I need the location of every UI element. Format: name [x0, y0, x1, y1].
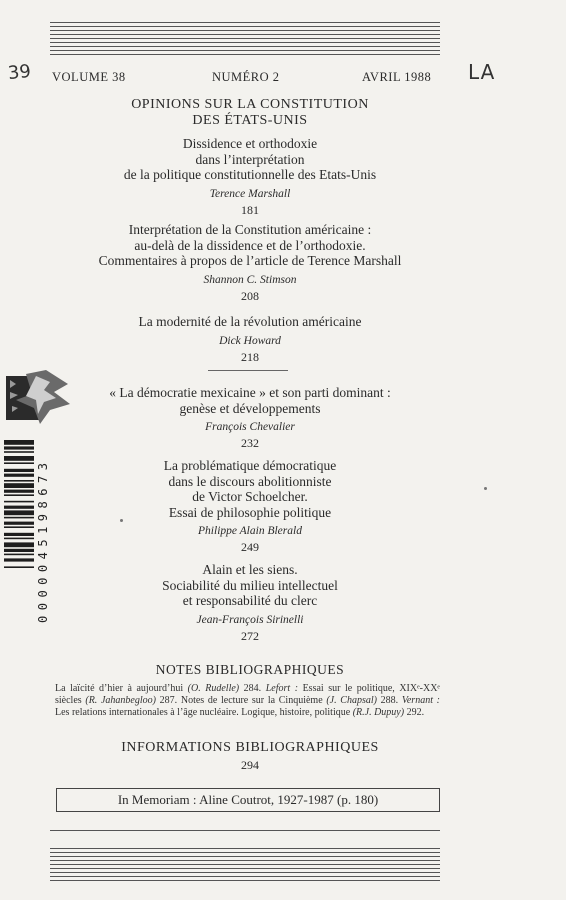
issue-number: NUMÉRO 2	[212, 70, 280, 84]
article-page: 181	[241, 202, 259, 217]
barcode-bar	[4, 522, 34, 525]
article-page: 218	[241, 349, 259, 364]
section-title-line: OPINIONS SUR LA CONSTITUTION	[131, 97, 369, 112]
article-page: 249	[241, 540, 259, 554]
barcode-bar	[4, 462, 34, 464]
article-title-line: Dissidence et orthodoxie	[182, 136, 318, 151]
barcode-bar	[4, 510, 34, 515]
barcode-bar	[4, 440, 34, 445]
barcode-bar	[4, 549, 34, 552]
notes-segment: 292.	[404, 707, 425, 718]
article-title-line: « La démocratie mexicaine » et son parti dominant :	[109, 385, 391, 400]
barcode-number: 0000045198673	[36, 457, 50, 623]
article-title-line: Alain et les siens.	[202, 562, 298, 577]
barcode-bar	[4, 446, 34, 449]
notes-segment: 284.	[239, 683, 266, 694]
speck	[484, 487, 487, 490]
article-title-line: et responsabilité du clerc	[182, 593, 318, 608]
notes-segment: (R. Jahanbegloo)	[85, 695, 156, 706]
barcode-bar	[4, 558, 34, 561]
article-author: François Chevalier	[205, 421, 295, 433]
in-memoriam-box: In Memoriam : Aline Coutrot, 1927-1987 (p. 180)	[56, 788, 440, 812]
article-author: Shannon C. Stimson	[203, 273, 297, 286]
handwritten-initials: LA	[468, 60, 496, 84]
notes-segment: Essai sur le politique, XIXᵉ-XXᵉ siècles	[55, 683, 440, 706]
article-author: Terence Marshall	[209, 187, 291, 200]
barcode-bar	[4, 538, 34, 540]
article-title-line: de Victor Schoelcher.	[192, 489, 308, 504]
top-rules	[50, 22, 440, 58]
section-title-line: DES ÉTATS-UNIS	[192, 113, 308, 128]
notes-segment: Vernant :	[401, 695, 440, 706]
barcode-bar	[4, 554, 34, 556]
article-entry	[40, 222, 460, 304]
section-title	[40, 97, 460, 129]
article-entry	[40, 385, 460, 451]
speck	[120, 519, 123, 522]
article-page: 232	[241, 436, 259, 450]
notes-segment: Les relations internationales à l’âge nucléaire. Logique, histoire, politique	[55, 707, 353, 718]
footer-rule	[50, 830, 440, 831]
barcode-bar	[4, 451, 34, 453]
barcode-bar	[4, 490, 34, 493]
section-divider	[208, 370, 288, 371]
article-title-line: Sociabilité du milieu intellectuel	[162, 577, 338, 593]
informations-page: 294	[241, 758, 259, 772]
volume-label: VOLUME 38	[52, 70, 126, 84]
barcode-bar	[4, 506, 34, 509]
article-author: Dick Howard	[219, 334, 281, 347]
barcode-icon	[4, 440, 34, 640]
notes-segment: (R.J. Dupuy)	[352, 707, 405, 718]
notes-segment: La laïcité d’hier à aujourd’hui	[55, 683, 188, 694]
barcode-bar	[4, 480, 34, 482]
article-title-line: de la politique constitutionnelle des Etats-Unis	[123, 167, 377, 182]
notes-title: NOTES BIBLIOGRAPHIQUES	[155, 662, 345, 677]
article-title-line: dans le discours abolitionniste	[168, 473, 332, 489]
article-title-line: Interprétation de la Constitution américaine :	[128, 222, 372, 237]
article-entry	[40, 136, 460, 218]
article-entry	[40, 458, 460, 555]
notes-segment: 288.	[376, 695, 402, 706]
barcode-bar	[4, 542, 34, 547]
notes-segment: (J. Chapsal)	[326, 695, 377, 706]
article-entry	[40, 562, 460, 644]
informations-heading	[40, 740, 460, 773]
article-title-line: Commentaires à propos de l’article de Terence Marshall	[98, 253, 402, 268]
article-title-line: dans l’interprétation	[195, 151, 305, 167]
barcode-bar	[4, 533, 34, 536]
barcode-bar	[4, 456, 34, 461]
article-title-line: Essai de philosophie politique	[168, 504, 332, 520]
article-title-line: La problématique démocratique	[163, 458, 337, 473]
barcode-bar	[4, 483, 34, 488]
article-author: Jean-François Sirinelli	[196, 613, 304, 626]
article-title-line: genèse et développements	[179, 400, 321, 416]
article-entry	[40, 314, 460, 365]
barcode-bar	[4, 526, 34, 528]
barcode-bar	[4, 566, 34, 568]
notes-segment: Lefort :	[265, 683, 299, 694]
issue-date: AVRIL 1988	[362, 70, 432, 84]
handwritten-number: 39	[6, 60, 32, 85]
article-page: 272	[241, 628, 259, 643]
article-author: Philippe Alain Blerald	[198, 525, 302, 537]
notes-paragraph	[55, 683, 440, 719]
notes-segment: (O. Rudelle)	[187, 683, 240, 694]
article-page: 208	[241, 288, 259, 303]
barcode-bar	[4, 474, 34, 477]
notes-heading	[40, 662, 460, 678]
article-title-line: La modernité de la révolution américaine	[138, 314, 362, 329]
barcode-bar	[4, 494, 34, 496]
publisher-logo-icon	[6, 370, 72, 426]
bottom-rules	[50, 848, 440, 884]
informations-title: INFORMATIONS BIBLIOGRAPHIQUES	[121, 740, 379, 755]
article-title-line: au-delà de la dissidence et de l’orthodoxie.	[134, 237, 366, 253]
barcode-bar	[4, 469, 34, 472]
barcode-bar	[4, 501, 34, 503]
barcode-bar	[4, 517, 34, 519]
notes-segment: 287. Notes de lecture sur la Cinquième	[155, 695, 327, 706]
